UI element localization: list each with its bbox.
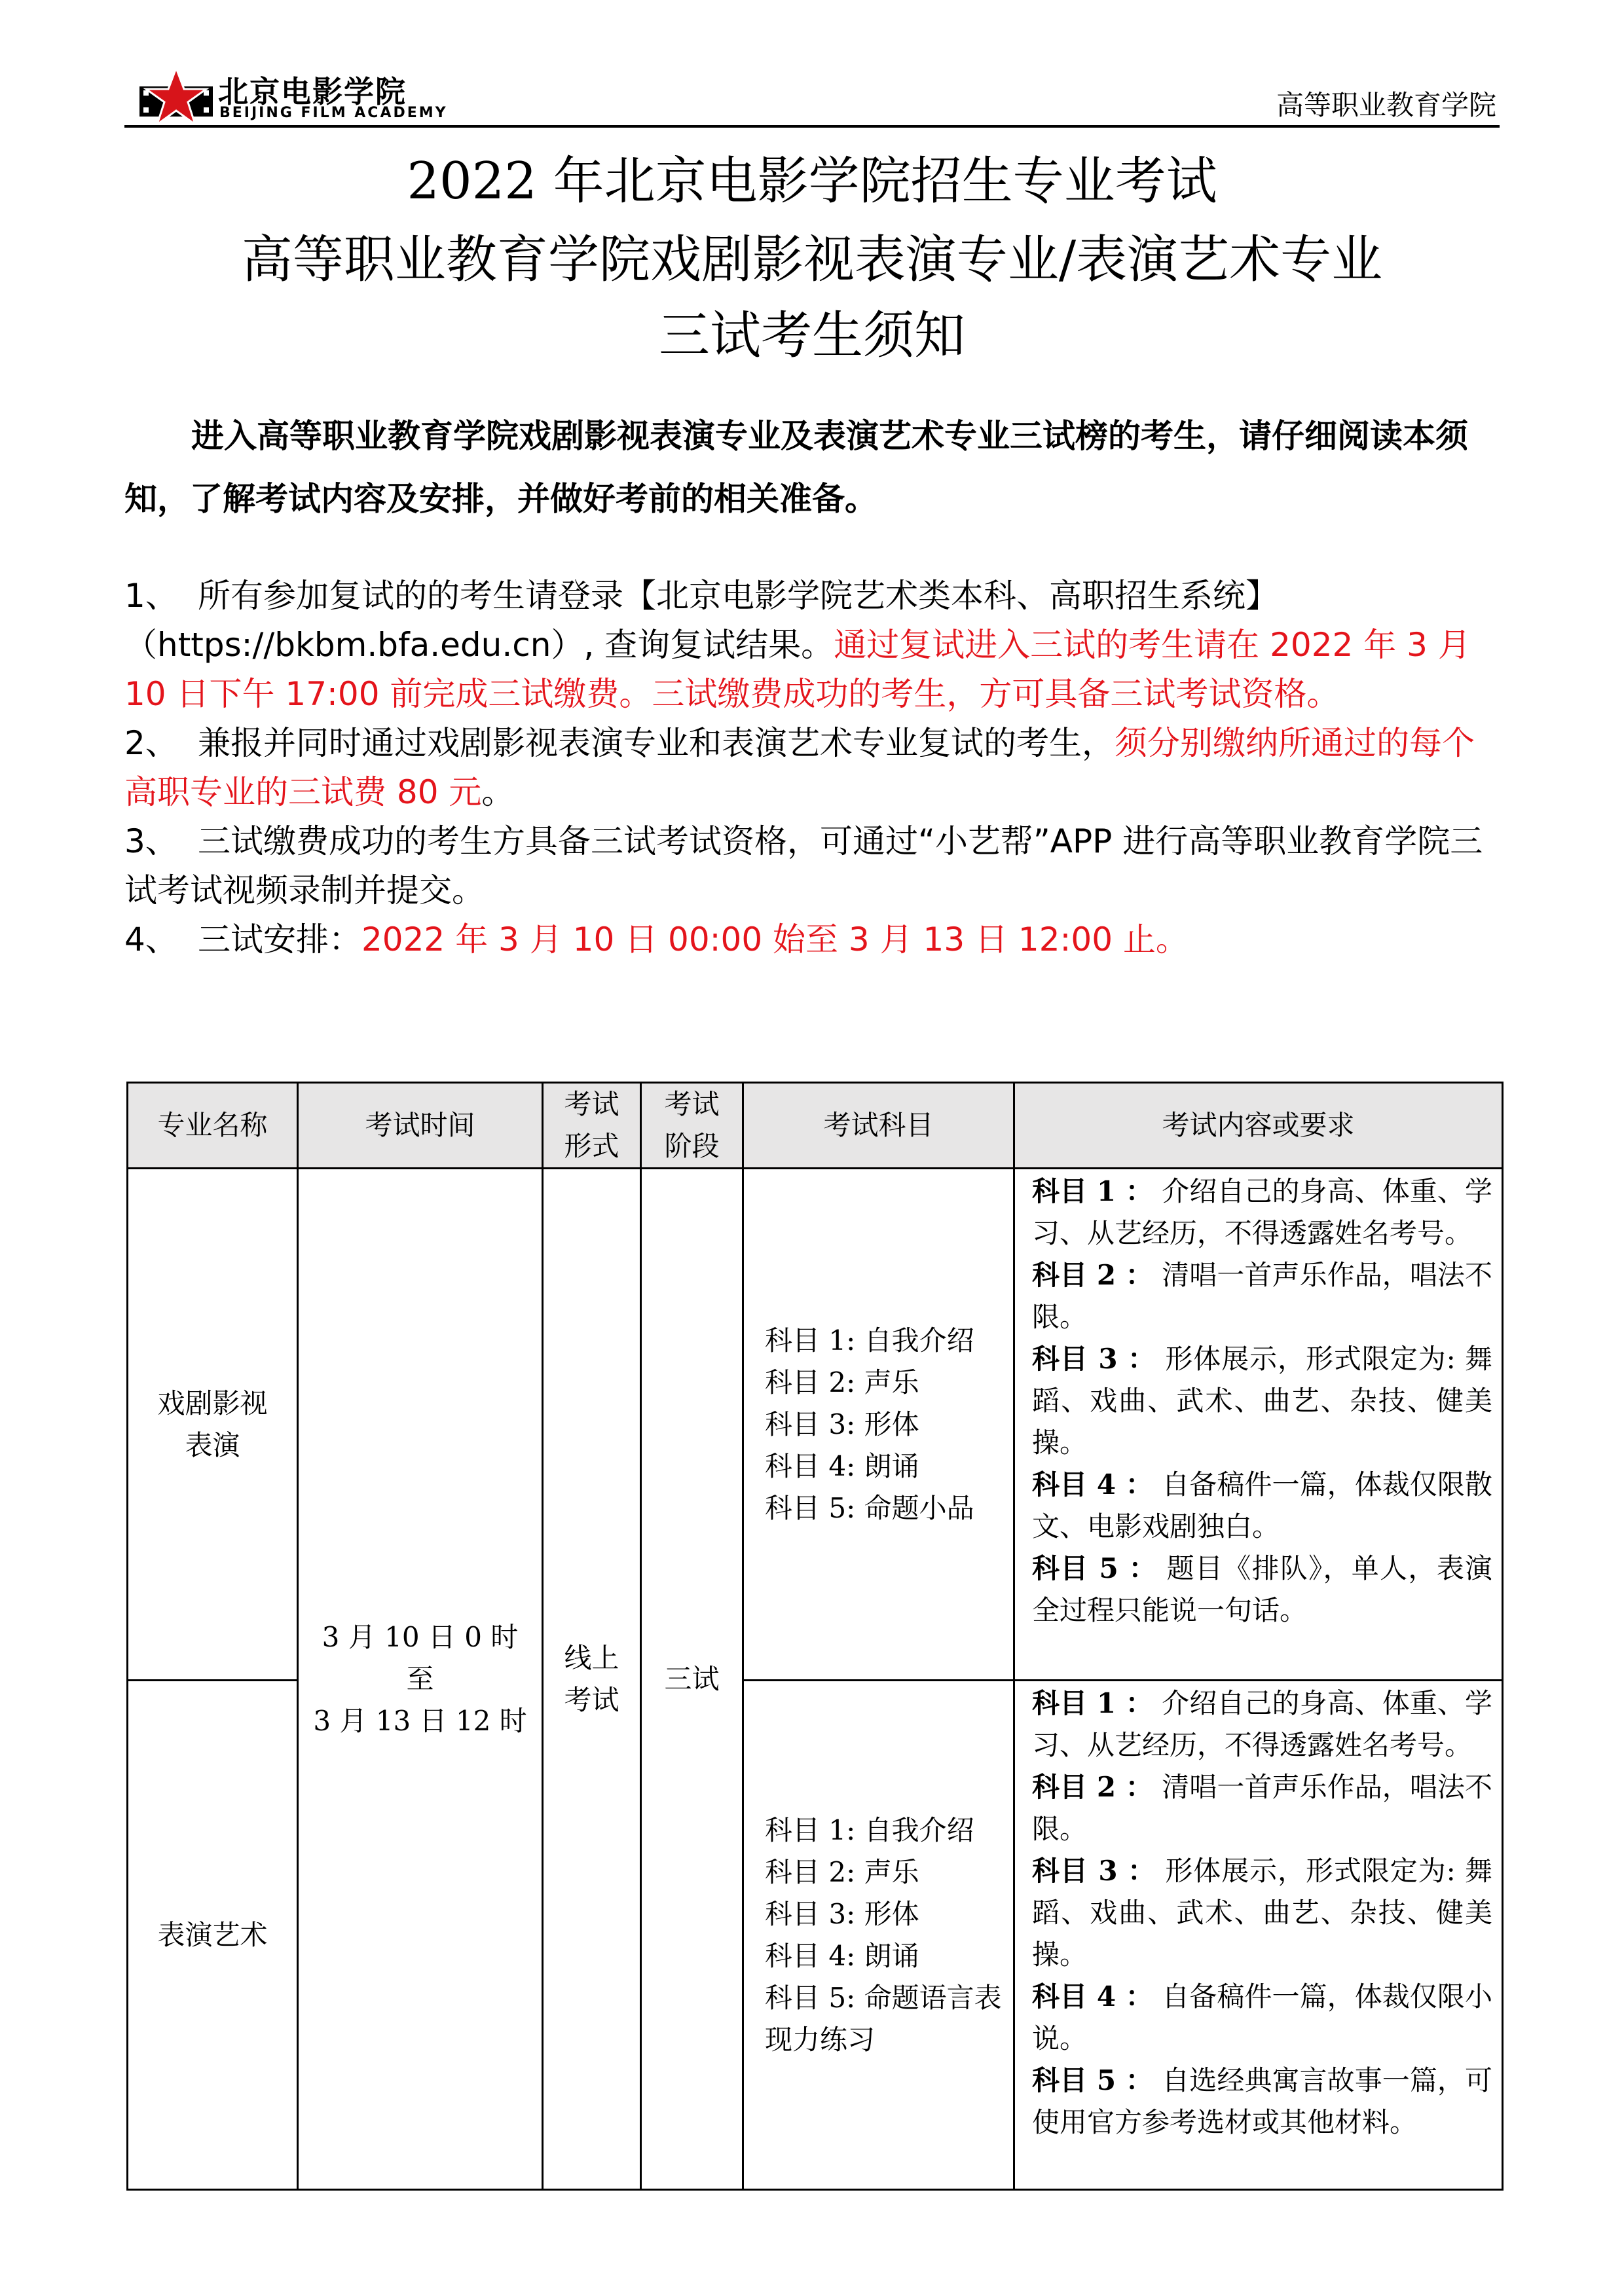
header-time: 考试时间 (298, 1083, 543, 1169)
item-highlight: 2022 年 3 月 10 日 00:00 始至 3 月 13 日 12:00 止。 (361, 920, 1189, 958)
header-major: 专业名称 (128, 1083, 298, 1169)
item-number: 3、 (124, 822, 178, 860)
requirement-item: 科目 1 ： 介绍自己的身高、体重、学习、从艺经历，不得透露姓名考号。 (1032, 1687, 1492, 1761)
item-highlight: 须分别缴纳所通过的每个高职专业的三试费 80 元 (124, 724, 1475, 811)
table-header-row (128, 1083, 1503, 1169)
header-subjects: 考试科目 (743, 1083, 1014, 1169)
requirements-cell (1014, 1681, 1503, 2190)
notice-item-4 (124, 915, 1500, 964)
requirement-item: 科目 1 ： 介绍自己的身高、体重、学习、从艺经历，不得透露姓名考号。 (1032, 1175, 1492, 1249)
exam-schedule-table (126, 1082, 1504, 2191)
item-text: 兼报并同时通过戏剧影视表演专业和表演艺术专业复试的考生， (198, 724, 1115, 762)
requirement-item: 科目 3 ： 形体展示，形式限定为: 舞蹈、戏曲、武术、曲艺、杂技、健美操。 (1032, 1855, 1492, 1971)
form-cell: 线上考试 (543, 1169, 641, 2190)
logo-english-name: BEIJING FILM ACADEMY (219, 105, 448, 121)
requirement-item: 科目 2 ： 清唱一首声乐作品，唱法不限。 (1032, 1771, 1492, 1845)
item-highlight: 通过复试进入三试的考生请在 2022 年 3 月 10 日下午 17:00 前完成三试缴费。三试缴费成功的考生，方可具备三试考试资格。 (124, 626, 1471, 713)
logo-chinese-name: 北京电影学院 (218, 74, 407, 109)
intro-text: 进入高等职业教育学院戏剧影视表演专业及表演艺术专业三试榜的考生，请仔细阅读本须知，了解考试内容及安排，并做好考前的相关准备。 (124, 417, 1468, 518)
item-text: 三试安排： (198, 920, 361, 958)
film-star-logo-icon (139, 67, 213, 127)
header-stage: 考试阶段 (641, 1083, 743, 1169)
notice-item-3 (124, 817, 1500, 915)
stage-cell: 三试 (641, 1169, 743, 2190)
requirement-item: 科目 2 ： 清唱一首声乐作品，唱法不限。 (1032, 1259, 1492, 1333)
subjects-cell: 科目 1: 自我介绍 科目 2: 声乐 科目 3: 形体 科目 4: 朗诵 科目 5: 命题语言表现力练习 (743, 1681, 1014, 2190)
intro-paragraph (124, 405, 1500, 530)
major-cell: 表演艺术 (128, 1681, 298, 2190)
item-number: 4、 (124, 920, 178, 958)
item-tail: 。 (481, 773, 515, 811)
item-number: 1、 (124, 577, 178, 615)
item-text: 所有参加复试的的考生请登录【北京电影学院艺术类本科、高职招生系统】（https://bkbm.bfa.edu.cn）, 查询复试结果。 (124, 577, 1278, 664)
header-divider (124, 125, 1500, 128)
requirement-item: 科目 3 ： 形体展示，形式限定为: 舞蹈、戏曲、武术、曲艺、杂技、健美操。 (1032, 1343, 1492, 1459)
time-cell: 3 月 10 日 0 时 至 3 月 13 日 12 时 (298, 1169, 543, 2190)
title-line-2: 高等职业教育学院戏剧影视表演专业/表演艺术专业 (241, 230, 1383, 289)
requirement-item: 科目 5 ： 自选经典寓言故事一篇，可使用官方参考选材或其他材料。 (1032, 2064, 1492, 2138)
item-text: 三试缴费成功的考生方具备三试考试资格，可通过“小艺帮”APP 进行高等职业教育学院三试考试视频录制并提交。 (124, 822, 1483, 909)
requirement-item: 科目 4 ： 自备稿件一篇，体裁仅限散文、电影戏剧独白。 (1032, 1468, 1492, 1542)
header-form: 考试形式 (543, 1083, 641, 1169)
requirements-cell (1014, 1169, 1503, 1681)
title-line-1: 2022 年北京电影学院招生专业考试 (407, 152, 1217, 211)
requirement-item: 科目 4 ： 自备稿件一篇，体裁仅限小说。 (1032, 1980, 1492, 2054)
notice-item-2 (124, 719, 1500, 817)
item-number: 2、 (124, 724, 178, 762)
table-row (128, 1169, 1503, 1681)
subjects-cell: 科目 1: 自我介绍 科目 2: 声乐 科目 3: 形体 科目 4: 朗诵 科目 5: 命题小品 (743, 1169, 1014, 1681)
requirement-item: 科目 5 ： 题目《排队》，单人，表演全过程只能说一句话。 (1032, 1552, 1492, 1626)
major-cell: 戏剧影视表演 (128, 1169, 298, 1681)
school-name: 高等职业教育学院 (1276, 89, 1496, 121)
header-requirements: 考试内容或要求 (1014, 1083, 1503, 1169)
notice-item-1 (124, 572, 1500, 719)
bfa-logo (139, 65, 448, 131)
notice-items (124, 572, 1500, 964)
title-line-3: 三试考生须知 (658, 306, 965, 365)
